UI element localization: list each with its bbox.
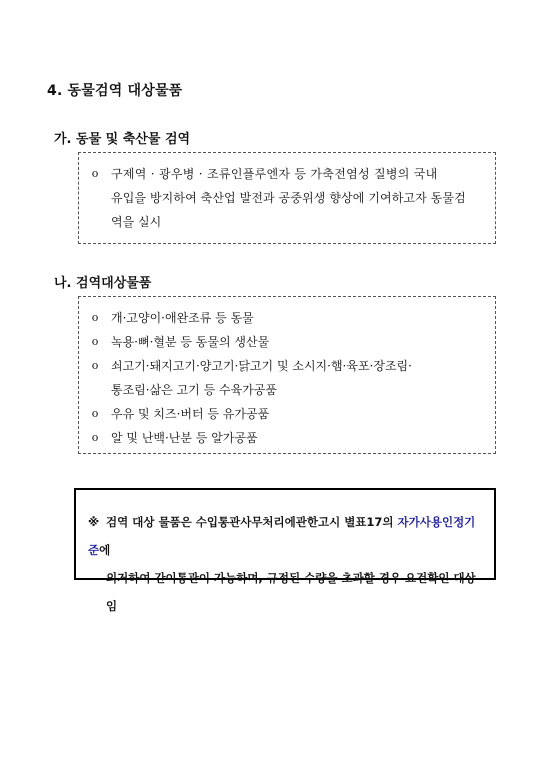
- list-item: [89, 330, 485, 354]
- bullet-icon: ο: [91, 407, 99, 420]
- bullet-icon: ο: [91, 167, 99, 180]
- list-item-text: 개·고양이·애완조류 등 동물: [111, 311, 254, 325]
- note-line-1: [88, 508, 484, 564]
- subsection-title-a: 가. 동물 및 축산물 검역: [54, 132, 191, 147]
- bullet-icon: ο: [91, 311, 99, 324]
- list-item-text: 우유 및 치즈·버터 등 유가공품: [111, 407, 270, 421]
- bullet-icon: ο: [91, 359, 99, 372]
- subsection-title-b: 나. 검역대상물품: [54, 276, 152, 291]
- list-item: [89, 306, 485, 330]
- bullet-icon: ο: [91, 335, 99, 348]
- paragraph-line-2: 유입을 방지하여 축산업 발전과 공중위생 향상에 기여하고자 동물검: [111, 191, 466, 205]
- paragraph-line-1: 구제역 · 광우병 · 조류인플루엔자 등 가축전염성 질병의 국내: [111, 167, 438, 181]
- list-item: [89, 354, 485, 402]
- bullet-icon: ο: [91, 431, 99, 444]
- section-a-paragraph: [89, 162, 485, 234]
- paragraph-line-3: 역을 실시: [111, 215, 162, 229]
- note-text-pre: 검역 대상 물품은 수입통관사무처리에관한고시 별표17의: [106, 515, 398, 529]
- note-highlight: 자가사용인정기준: [88, 515, 476, 557]
- list-item: [89, 402, 485, 426]
- note-box: [74, 488, 496, 613]
- list-item-text: 알 및 난백·난분 등 알가공품: [111, 431, 258, 445]
- section-a-box: [78, 152, 496, 244]
- section-b-box: [78, 296, 496, 454]
- list-item: [89, 426, 485, 450]
- list-item-text: 녹용·뼈·혈분 등 동물의 생산물: [111, 335, 270, 349]
- note-line-2: 의거하여 간이통관이 가능하며, 규정된 수량을 초과할 경우 요건확인 대상임: [106, 571, 476, 613]
- section-heading: 4. 동물검역 대상물품: [47, 83, 183, 99]
- reference-mark-icon: ※: [88, 515, 100, 529]
- list-item-text: 쇠고기·돼지고기·양고기·닭고기 및 소시지·햄·육포·장조림·: [111, 359, 412, 373]
- note-text-post: 에: [99, 543, 111, 557]
- list-item-text-continued: 통조림·삶은 고기 등 수육가공품: [111, 383, 277, 397]
